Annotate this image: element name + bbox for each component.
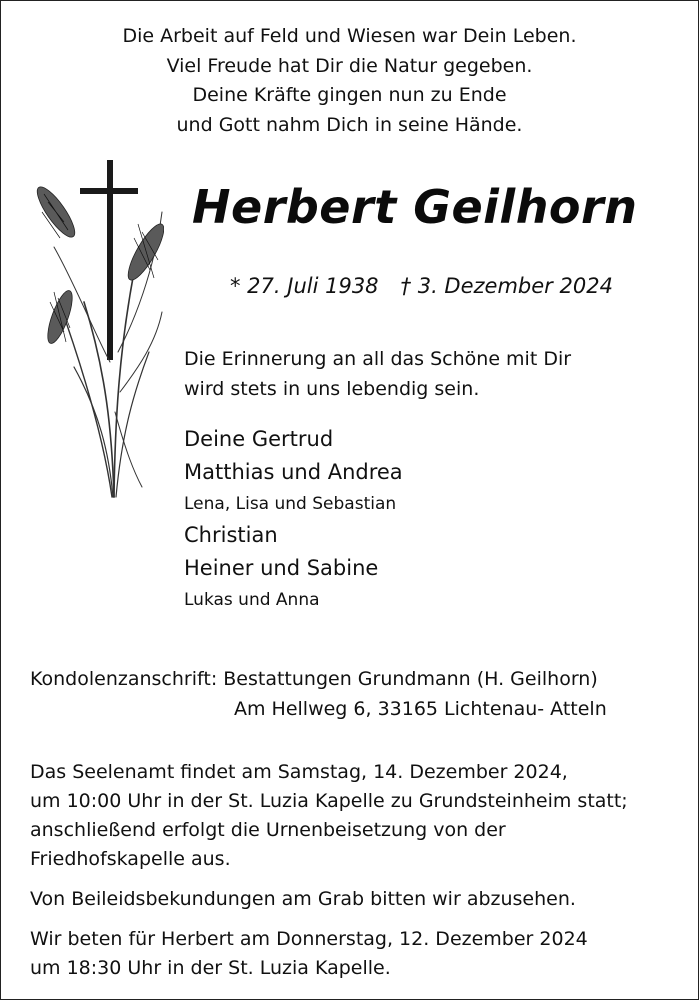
prayer-line: um 18:30 Uhr in der St. Luzia Kapelle. xyxy=(30,957,391,979)
service-info xyxy=(30,758,628,994)
poem-line: und Gott nahm Dich in seine Hände. xyxy=(176,113,523,136)
service-paragraph xyxy=(30,758,628,874)
family-member: Christian xyxy=(184,523,278,547)
condolence-address xyxy=(30,664,607,724)
family-member: Heiner und Sabine xyxy=(184,556,379,580)
family-member: Matthias und Andrea xyxy=(184,460,403,484)
poem-line: Deine Kräfte gingen nun zu Ende xyxy=(192,84,507,106)
poem-line: Viel Freude hat Dir die Natur gegeben. xyxy=(166,54,533,77)
death-date: † 3. Dezember 2024 xyxy=(400,274,613,298)
deceased-name: Herbert Geilhorn xyxy=(192,180,638,234)
poem-line: Die Arbeit auf Feld und Wiesen war Dein Leben. xyxy=(122,25,577,47)
memory-line: Die Erinnerung an all das Schöne mit Dir xyxy=(184,348,572,370)
service-line: um 10:00 Uhr in der St. Luzia Kapelle zu Grundsteinheim statt; xyxy=(30,790,628,812)
request-paragraph: Von Beileidsbekundungen am Grab bitten wir abzusehen. xyxy=(30,888,576,910)
memory-line: wird stets in uns lebendig sein. xyxy=(184,378,480,400)
family-member: Lena, Lisa und Sebastian xyxy=(184,494,397,514)
poem xyxy=(0,22,699,140)
prayer-line: Wir beten für Herbert am Donnerstag, 12. Dezember 2024 xyxy=(30,928,588,950)
family-member: Lukas und Anna xyxy=(184,590,320,610)
birth-date: * 27. Juli 1938 xyxy=(230,274,379,298)
family-member: Deine Gertrud xyxy=(184,427,334,451)
family-list xyxy=(184,423,403,615)
cross-with-wheat-ears-icon xyxy=(14,152,164,512)
service-line: Friedhofskapelle aus. xyxy=(30,848,231,870)
prayer-paragraph xyxy=(30,925,628,983)
life-dates xyxy=(230,274,613,298)
memory-quote xyxy=(184,344,571,404)
condolence-line: Kondolenzanschrift: Bestattungen Grundmann (H. Geilhorn) xyxy=(30,668,598,690)
condolence-street: Am Hellweg 6, 33165 Lichtenau- Atteln xyxy=(234,698,607,720)
service-line: anschließend erfolgt die Urnenbeisetzung von der xyxy=(30,819,506,841)
service-line: Das Seelenamt findet am Samstag, 14. Dezember 2024, xyxy=(30,761,568,783)
